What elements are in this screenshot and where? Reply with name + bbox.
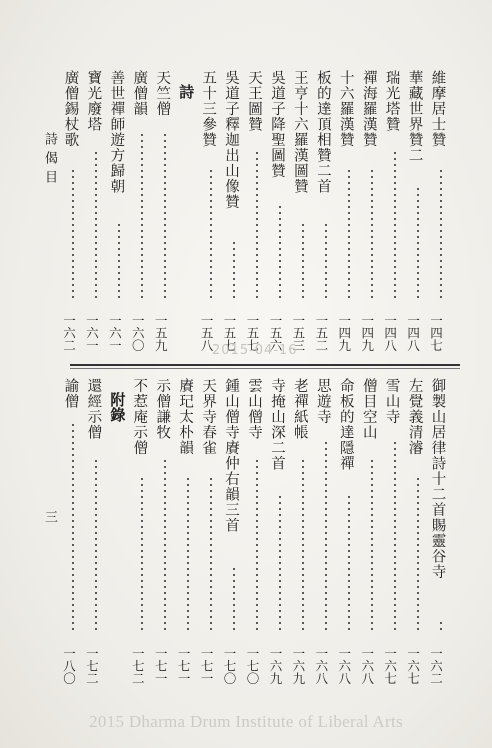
entry-page-number: 一四七 <box>428 313 444 351</box>
entry-title: 吳道子降聖圖贊 <box>268 70 285 179</box>
leader-dots <box>302 222 304 299</box>
watermark: 2015 Dharma Drum Institute of Liberal Arts <box>89 712 403 731</box>
entry-title: 維摩居士贊 <box>429 70 446 148</box>
entry-title: 思遊寺 <box>314 378 331 425</box>
entry-page-number: 一四八 <box>382 313 398 351</box>
entry-page-number: 一四八 <box>405 313 421 351</box>
leader-dots <box>325 440 327 632</box>
toc-entry[interactable] <box>314 370 338 690</box>
entry-title: 還經示僧 <box>85 378 102 440</box>
leader-dots <box>233 240 235 299</box>
entry-page-number: 一五三 <box>290 313 306 351</box>
entry-page-number: 一四九 <box>336 313 352 351</box>
entry-title: 善世禪師遊方歸朝 <box>108 70 125 194</box>
toc-entry[interactable] <box>337 370 361 690</box>
toc-entry[interactable] <box>222 370 246 690</box>
entry-title: 五十三參贊 <box>200 70 217 148</box>
entry-page-number: 一六八 <box>313 646 329 684</box>
entry-page-number: 一六八 <box>359 646 375 684</box>
toc-entry[interactable] <box>153 370 177 690</box>
entry-title: 示僧謙牧 <box>154 378 171 440</box>
running-title: 詩偈目 <box>42 132 57 189</box>
entry-page-number: 一八〇 <box>61 646 77 684</box>
entry-page-number: 一六〇 <box>130 313 146 351</box>
leader-dots <box>371 168 373 299</box>
leader-dots <box>210 168 212 299</box>
leader-dots <box>118 222 120 299</box>
toc-entry[interactable] <box>268 62 292 357</box>
entry-page-number: 一四九 <box>359 313 375 351</box>
toc-entry[interactable] <box>291 370 315 690</box>
entry-page-number: 一六九 <box>290 646 306 684</box>
entry-title: 賡玘太朴韻 <box>177 378 194 456</box>
leader-dots <box>279 204 281 299</box>
entry-title: 鍾山僧寺賡仲右韻三首 <box>223 378 240 533</box>
entry-title: 禪海羅漢贊 <box>360 70 377 148</box>
entry-page-number: 一六七 <box>405 646 421 684</box>
section-label: 詩 <box>177 84 196 99</box>
leader-dots <box>95 458 97 632</box>
entry-title: 雪山寺 <box>383 378 400 425</box>
entry-title: 御製山居律詩十二首賜靈谷寺 <box>429 378 446 580</box>
entry-title: 寶光廢塔 <box>85 70 102 132</box>
entry-title: 華藏世界贊二 <box>406 70 423 163</box>
leader-dots <box>325 222 327 299</box>
toc-entry[interactable] <box>130 370 154 690</box>
toc-entry[interactable] <box>222 62 246 357</box>
toc-bottom-half <box>62 370 452 690</box>
entry-page-number: 一五七 <box>245 313 260 351</box>
entry-page-number: 一七二 <box>130 646 146 684</box>
toc-entry[interactable] <box>291 62 315 357</box>
toc-entry[interactable] <box>84 62 108 357</box>
entry-page-number: 一五八 <box>199 313 215 351</box>
leader-dots <box>394 150 396 299</box>
date-stamp: 2015-04-16 <box>212 343 298 358</box>
toc-entry[interactable] <box>337 62 361 357</box>
toc-entry[interactable] <box>429 370 453 690</box>
entry-title: 不惹庵示僧 <box>131 378 148 456</box>
entry-title: 瑞光塔贊 <box>383 70 400 132</box>
leader-dots <box>279 494 281 632</box>
toc-entry[interactable] <box>406 370 430 690</box>
entry-title: 諭僧 <box>62 378 79 409</box>
leader-dots <box>256 150 258 299</box>
leader-dots <box>141 476 143 632</box>
entry-title: 老禪紙帳 <box>291 378 308 440</box>
entry-page-number: 一七一 <box>199 646 215 684</box>
leader-dots <box>210 476 212 632</box>
section-divider <box>70 364 460 366</box>
entry-title: 吳道子釋迦出山像贊 <box>223 70 240 210</box>
leader-dots <box>348 168 350 299</box>
entry-page-number: 一六二 <box>428 646 444 684</box>
toc-entry[interactable] <box>199 62 223 357</box>
toc-entry[interactable] <box>61 370 85 690</box>
entry-page-number: 一七一 <box>153 646 169 684</box>
leader-dots <box>440 168 442 299</box>
leader-dots <box>302 458 304 632</box>
toc-entry[interactable] <box>406 62 430 357</box>
entry-page-number: 一六二 <box>61 313 77 351</box>
page-number: 三 <box>42 510 57 523</box>
toc-entry[interactable] <box>360 62 384 357</box>
entry-title: 僧目空山 <box>360 378 377 440</box>
entry-title: 天竺僧 <box>154 70 171 117</box>
entry-page-number: 一六七 <box>382 646 398 684</box>
toc-entry[interactable] <box>245 370 269 690</box>
leader-dots <box>72 422 74 632</box>
section-divider-thin <box>70 368 460 369</box>
entry-title: 天王圖贊 <box>246 70 262 132</box>
toc-entry[interactable] <box>84 370 108 690</box>
entry-page-number: 一六八 <box>336 646 352 684</box>
entry-title: 命板的達隱禪 <box>337 378 354 471</box>
leader-dots <box>95 150 97 299</box>
leader-dots <box>256 458 258 632</box>
leader-dots <box>164 132 166 299</box>
toc-entry[interactable] <box>199 370 223 690</box>
entry-page-number: 一六一 <box>84 313 100 351</box>
entry-page-number: 一五七 <box>222 313 238 351</box>
toc-entry[interactable] <box>383 370 407 690</box>
entry-page-number: 一七〇 <box>222 646 238 684</box>
leader-dots <box>394 440 396 632</box>
toc-entry[interactable] <box>245 62 269 357</box>
toc-entry[interactable] <box>360 370 384 690</box>
toc-section-heading <box>107 370 131 690</box>
entry-title: 板的達頂相贊二首 <box>314 70 331 194</box>
leader-dots <box>417 476 419 632</box>
toc-entry[interactable] <box>107 62 131 357</box>
entry-page-number: 一七一 <box>176 646 192 684</box>
leader-dots <box>164 458 166 632</box>
entry-title: 寺掩山深二首 <box>268 378 285 471</box>
entry-page-number: 一七二 <box>84 646 100 684</box>
leader-dots <box>417 186 419 299</box>
toc-entry[interactable] <box>130 62 154 357</box>
section-label: 附錄 <box>108 392 127 422</box>
entry-title: 廣僧錫杖歌 <box>62 70 79 148</box>
entry-title: 雲山僧寺 <box>246 378 262 440</box>
entry-title: 左覺義清濬 <box>406 378 423 456</box>
entry-page-number: 一六一 <box>107 313 123 351</box>
toc-entry[interactable] <box>314 62 338 357</box>
toc-top-half <box>62 62 452 357</box>
leader-dots <box>348 494 350 632</box>
leader-dots <box>141 132 143 299</box>
toc-entry[interactable] <box>429 62 453 357</box>
entry-page-number: 一五六 <box>267 313 283 351</box>
toc-entry[interactable] <box>61 62 85 357</box>
entry-page-number: 一六九 <box>267 646 283 684</box>
toc-section-heading <box>176 62 200 357</box>
entry-title: 天界寺春雀 <box>200 378 217 456</box>
entry-title: 廣僧韻 <box>131 70 148 117</box>
entry-page-number: 一七〇 <box>245 646 260 684</box>
leader-dots <box>440 620 442 632</box>
entry-page-number: 一五九 <box>153 313 169 351</box>
entry-page-number: 一五二 <box>313 313 329 351</box>
entry-title: 王亨十六羅漢圖贊 <box>291 70 308 194</box>
leader-dots <box>187 476 189 632</box>
toc-entry[interactable] <box>176 370 200 690</box>
entry-title: 十六羅漢贊 <box>337 70 354 148</box>
leader-dots <box>233 566 235 632</box>
toc-entry[interactable] <box>268 370 292 690</box>
leader-dots <box>72 168 74 299</box>
toc-entry[interactable] <box>383 62 407 357</box>
leader-dots <box>371 458 373 632</box>
toc-entry[interactable] <box>153 62 177 357</box>
